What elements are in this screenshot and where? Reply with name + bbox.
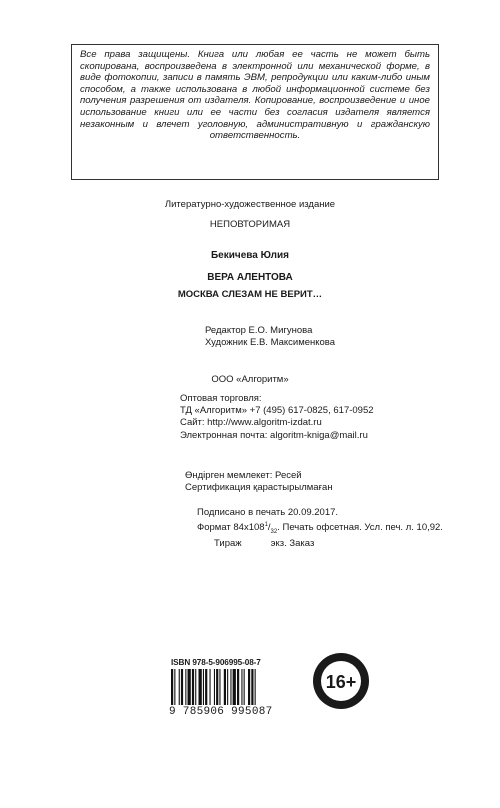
barcode-bars [169,669,287,705]
print-run: Тираж экз. Заказ [214,538,315,550]
series-name: НЕПОВТОРИМАЯ [209,219,291,230]
publisher-phone: ТД «Алгоритм» +7 (495) 617-0825, 617-0952 [180,405,374,417]
artist-credit: Художник Е.В. Максименкова [205,337,336,349]
format-sup: 1 [264,522,268,529]
wholesale-label: Оптовая торговля: [180,393,262,404]
copyright-notice [71,44,439,180]
book-subtitle: МОСКВА СЛЕЗАМ НЕ ВЕРИТ… [177,289,323,300]
isbn-label: ISBN 978-5-906995-08-7 [171,658,261,667]
copyright-notice-text: Все права защищены. Книга или любая ее часть не может быть скопирована, воспроизведена в электронной или механической форме, в виде фотокопии, записи в память ЭВМ, репродукции или каким-либо иным способом, а также использована в любой информационной системе без получения разрешения от издателя. Копирование, воспроизведение и иное использование книги или ее части без согласия издателя является незаконным и влечет уголовную, административную и гражданскую ответственность. [80,49,430,142]
publisher-contacts [180,393,374,442]
format-sub: 32 [270,529,278,536]
credits-block [205,325,335,349]
barcode-digits: 9 785906 995087 [169,706,273,718]
book-author: Бекичева Юлия [210,250,290,261]
origin-block [185,470,333,494]
format-prefix: Формат 84х108 [197,522,265,534]
print-signed: Подписано в печать 20.09.2017. [197,507,339,518]
edition-type: Литературно-художественное издание [164,199,336,210]
isbn-barcode [169,658,291,718]
print-details [197,507,443,551]
editor-credit: Редактор Е.О. Мигунова [205,325,313,336]
format-suffix: . Печать офсетная. Усл. печ. л. 10,92. [277,522,443,534]
age-rating-badge [312,652,370,710]
book-title: ВЕРА АЛЕНТОВА [207,272,293,283]
origin-country: Өндірген мемлекет: Ресей [185,470,302,481]
publisher-name: ООО «Алгоритм» [211,374,289,385]
age-rating-label: 16+ [325,672,357,692]
print-format: Формат $84х108^1/_{32}$. Печать офсетная. Усл. печ. л. 10,92. [197,522,443,536]
origin-certification: Сертификация қарастырылмаған [185,482,333,494]
publisher-site: Сайт: http://www.algoritm-izdat.ru [180,417,322,429]
publisher-email: Электронная почта: algoritm-kniga@mail.ru [180,429,368,441]
